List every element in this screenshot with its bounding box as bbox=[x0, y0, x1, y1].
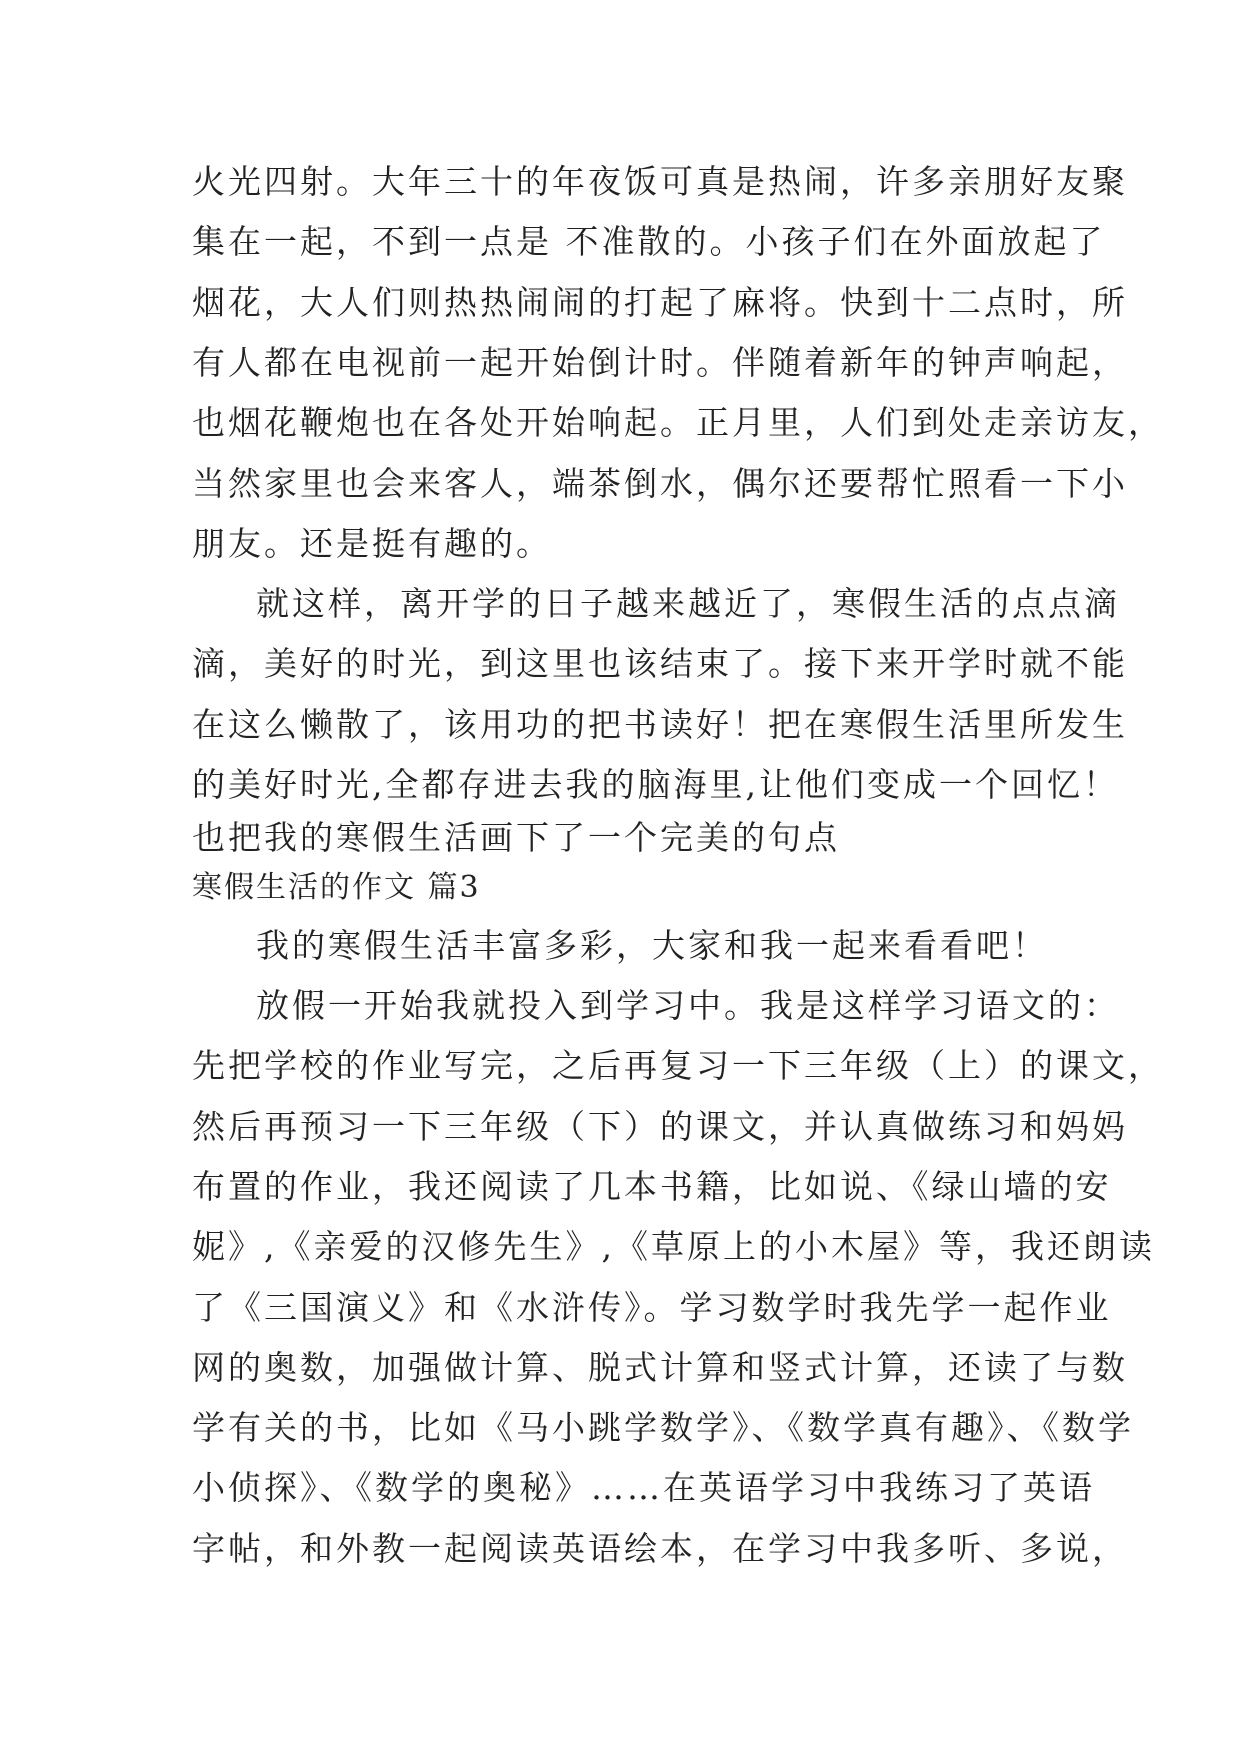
paragraph-line: 就这样，离开学的日子越来越近了，寒假生活的点点滴 bbox=[256, 584, 1120, 623]
paragraph-line: 也把我的寒假生活画下了一个完美的句点 bbox=[192, 818, 840, 857]
paragraph-line: 妮》,《亲爱的汉修先生》,《草原上的小木屋》等，我还朗读 bbox=[192, 1227, 1155, 1266]
paragraph-line: 滴，美好的时光，到这里也该结束了。接下来开学时就不能 bbox=[192, 644, 1128, 683]
paragraph-line: 我的寒假生活丰富多彩，大家和我一起来看看吧！ bbox=[256, 926, 1048, 965]
paragraph-line: 烟花，大人们则热热闹闹的打起了麻将。快到十二点时，所 bbox=[192, 283, 1128, 322]
paragraph-line: 火光四射。大年三十的年夜饭可真是热闹，许多亲朋好友聚 bbox=[192, 162, 1128, 201]
paragraph-line: 先把学校的作业写完，之后再复习一下三年级（上）的课文， bbox=[192, 1046, 1164, 1085]
paragraph-line: 集在一起，不到一点是 不准散的。小孩子们在外面放起了 bbox=[192, 222, 1106, 261]
section-heading: 寒假生活的作文 篇3 bbox=[192, 870, 481, 905]
paragraph-line: 当然家里也会来客人，端茶倒水，偶尔还要帮忙照看一下小 bbox=[192, 464, 1128, 503]
paragraph-line: 小侦探》、《数学的奥秘》……在英语学习中我练习了英语 bbox=[192, 1468, 1095, 1507]
paragraph-line: 然后再预习一下三年级（下）的课文，并认真做练习和妈妈 bbox=[192, 1107, 1128, 1146]
paragraph-line: 布置的作业，我还阅读了几本书籍，比如说、《绿山墙的安 bbox=[192, 1167, 1112, 1206]
paragraph-line: 网的奥数，加强做计算、脱式计算和竖式计算，还读了与数 bbox=[192, 1348, 1128, 1387]
paragraph-line: 放假一开始我就投入到学习中。我是这样学习语文的： bbox=[256, 986, 1120, 1025]
paragraph-line: 有人都在电视前一起开始倒计时。伴随着新年的钟声响起， bbox=[192, 343, 1128, 382]
paragraph-line: 学有关的书，比如《马小跳学数学》、《数学真有趣》、《数学 bbox=[192, 1408, 1134, 1447]
paragraph-line: 的美好时光,全都存进去我的脑海里,让他们变成一个回忆！ bbox=[192, 765, 1119, 804]
paragraph-line: 了《三国演义》和《水浒传》。学习数学时我先学一起作业 bbox=[192, 1288, 1112, 1327]
paragraph-line: 在这么懒散了，该用功的把书读好！把在寒假生活里所发生 bbox=[192, 705, 1128, 744]
paragraph-line: 字帖，和外教一起阅读英语绘本，在学习中我多听、多说， bbox=[192, 1529, 1128, 1568]
paragraph-line: 也烟花鞭炮也在各处开始响起。正月里，人们到处走亲访友， bbox=[192, 403, 1164, 442]
paragraph-line: 朋友。还是挺有趣的。 bbox=[192, 524, 552, 563]
